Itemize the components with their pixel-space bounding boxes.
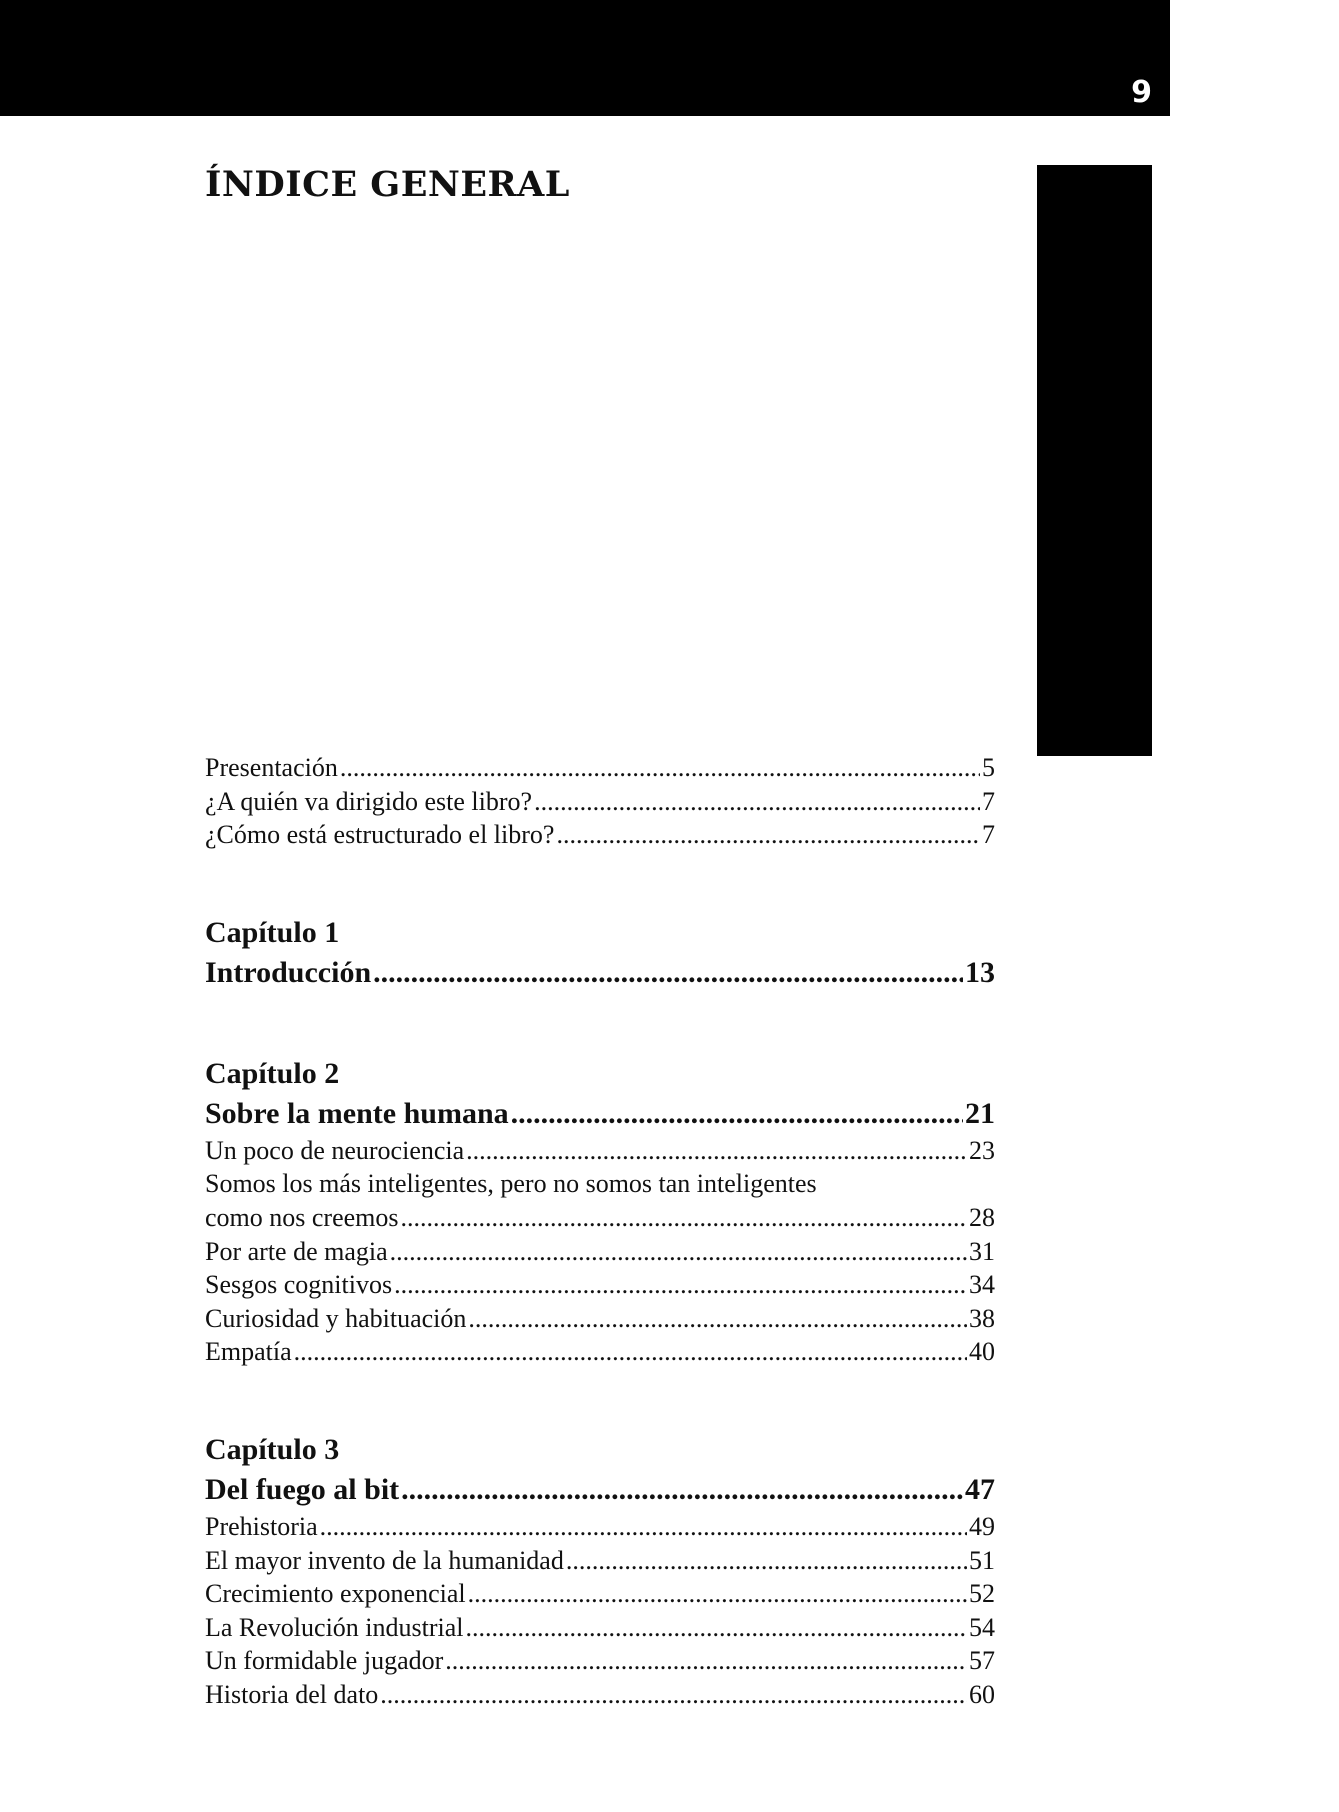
toc-entry-label: como nos creemos (205, 1202, 399, 1232)
dot-leader (511, 1094, 963, 1134)
toc-entry-page: 57 (969, 1646, 995, 1676)
toc-entry-label: Crecimiento exponencial (205, 1579, 466, 1609)
dot-leader (401, 1201, 967, 1235)
toc-entry-label: Un formidable jugador (205, 1646, 444, 1676)
toc-entry-page: 34 (969, 1270, 995, 1300)
toc-entry-page: 51 (969, 1545, 995, 1575)
toc-entry-page: 7 (982, 786, 995, 816)
toc-entry[interactable] (205, 1577, 995, 1611)
dot-leader (466, 1134, 967, 1168)
toc-entry[interactable] (205, 1611, 995, 1645)
toc-entry-label: Por arte de magia (205, 1236, 388, 1266)
toc-entry-page: 28 (969, 1202, 995, 1232)
toc-entry-page: 49 (969, 1511, 995, 1541)
dot-leader (320, 1510, 967, 1544)
dot-leader (380, 1678, 967, 1712)
dot-leader (466, 1611, 967, 1645)
chapter-page: 13 (965, 955, 995, 989)
chapter-1 (205, 913, 995, 993)
chapter-title: Del fuego al bit (205, 1472, 400, 1506)
dot-leader (294, 1335, 967, 1369)
page-title: ÍNDICE GENERAL (205, 164, 570, 205)
chapter-page: 21 (965, 1096, 995, 1130)
toc-entry[interactable] (205, 1235, 995, 1269)
chapter-title-entry[interactable] (205, 1470, 995, 1510)
table-of-contents (205, 751, 995, 1712)
chapter-page: 47 (965, 1472, 995, 1506)
toc-entry-label: Un poco de neurociencia (205, 1135, 465, 1165)
toc-entry-label: ¿Cómo está estructurado el libro? (205, 820, 555, 850)
toc-entry-page: 23 (969, 1135, 995, 1165)
toc-entry-page: 40 (969, 1337, 995, 1367)
toc-entry-label: El mayor invento de la humanidad (205, 1545, 564, 1575)
toc-entry[interactable] (205, 1201, 995, 1235)
chapter-title-entry[interactable] (205, 1094, 995, 1134)
toc-entry-page: 5 (982, 753, 995, 782)
toc-entry-label: Historia del dato (205, 1679, 379, 1709)
toc-entry-como-esta[interactable] (205, 818, 995, 852)
chapter-2 (205, 1054, 995, 1369)
dot-leader (394, 1268, 967, 1302)
chapter-number: Capítulo 1 (205, 915, 340, 949)
toc-entry-label: ¿A quién va dirigido este libro? (205, 786, 533, 816)
toc-entry-page: 7 (982, 820, 995, 850)
chapter-title-entry[interactable] (205, 953, 995, 993)
toc-entry-label: Empatía (205, 1337, 292, 1367)
toc-entry-page: 31 (969, 1236, 995, 1266)
toc-entry-page: 60 (969, 1679, 995, 1709)
dot-leader (556, 818, 980, 852)
chapter-title: Sobre la mente humana (205, 1096, 509, 1130)
chapter-3 (205, 1430, 995, 1712)
dot-leader (390, 1235, 967, 1269)
toc-entry[interactable] (205, 1510, 995, 1544)
dot-leader (401, 1470, 963, 1510)
toc-entry-label: Curiosidad y habituación (205, 1303, 467, 1333)
toc-entry-label: Presentación (205, 753, 338, 782)
toc-entry-label: Sesgos cognitivos (205, 1270, 393, 1300)
toc-entry-a-quien[interactable] (205, 785, 995, 819)
dot-leader (340, 751, 980, 785)
toc-entry[interactable] (205, 1302, 995, 1336)
header-bar (0, 0, 1170, 116)
toc-entry-label: Prehistoria (205, 1511, 318, 1541)
dot-leader (468, 1302, 967, 1336)
dot-leader (373, 953, 963, 993)
toc-entry-page: 54 (969, 1612, 995, 1642)
toc-entry-label: La Revolución industrial (205, 1612, 464, 1642)
toc-entry-page: 38 (969, 1303, 995, 1333)
toc-entry-page: 52 (969, 1579, 995, 1609)
toc-entry[interactable] (205, 1268, 995, 1302)
toc-entry[interactable] (205, 1134, 995, 1168)
toc-entry-presentacion[interactable] (205, 751, 995, 785)
toc-entry[interactable] (205, 1335, 995, 1369)
page-number: 9 (1131, 75, 1152, 110)
toc-entry-label-line[interactable]: Somos los más inteligentes, pero no somos tan inteligentes (205, 1169, 817, 1199)
dot-leader (445, 1644, 967, 1678)
dot-leader (468, 1577, 967, 1611)
toc-entry[interactable] (205, 1544, 995, 1578)
toc-entry[interactable] (205, 1678, 995, 1712)
thumb-index-tab (1037, 165, 1152, 756)
dot-leader (566, 1544, 967, 1578)
chapter-number: Capítulo 3 (205, 1432, 340, 1466)
chapter-number: Capítulo 2 (205, 1056, 340, 1090)
dot-leader (534, 785, 980, 819)
toc-entry[interactable] (205, 1644, 995, 1678)
chapter-title: Introducción (205, 955, 372, 989)
